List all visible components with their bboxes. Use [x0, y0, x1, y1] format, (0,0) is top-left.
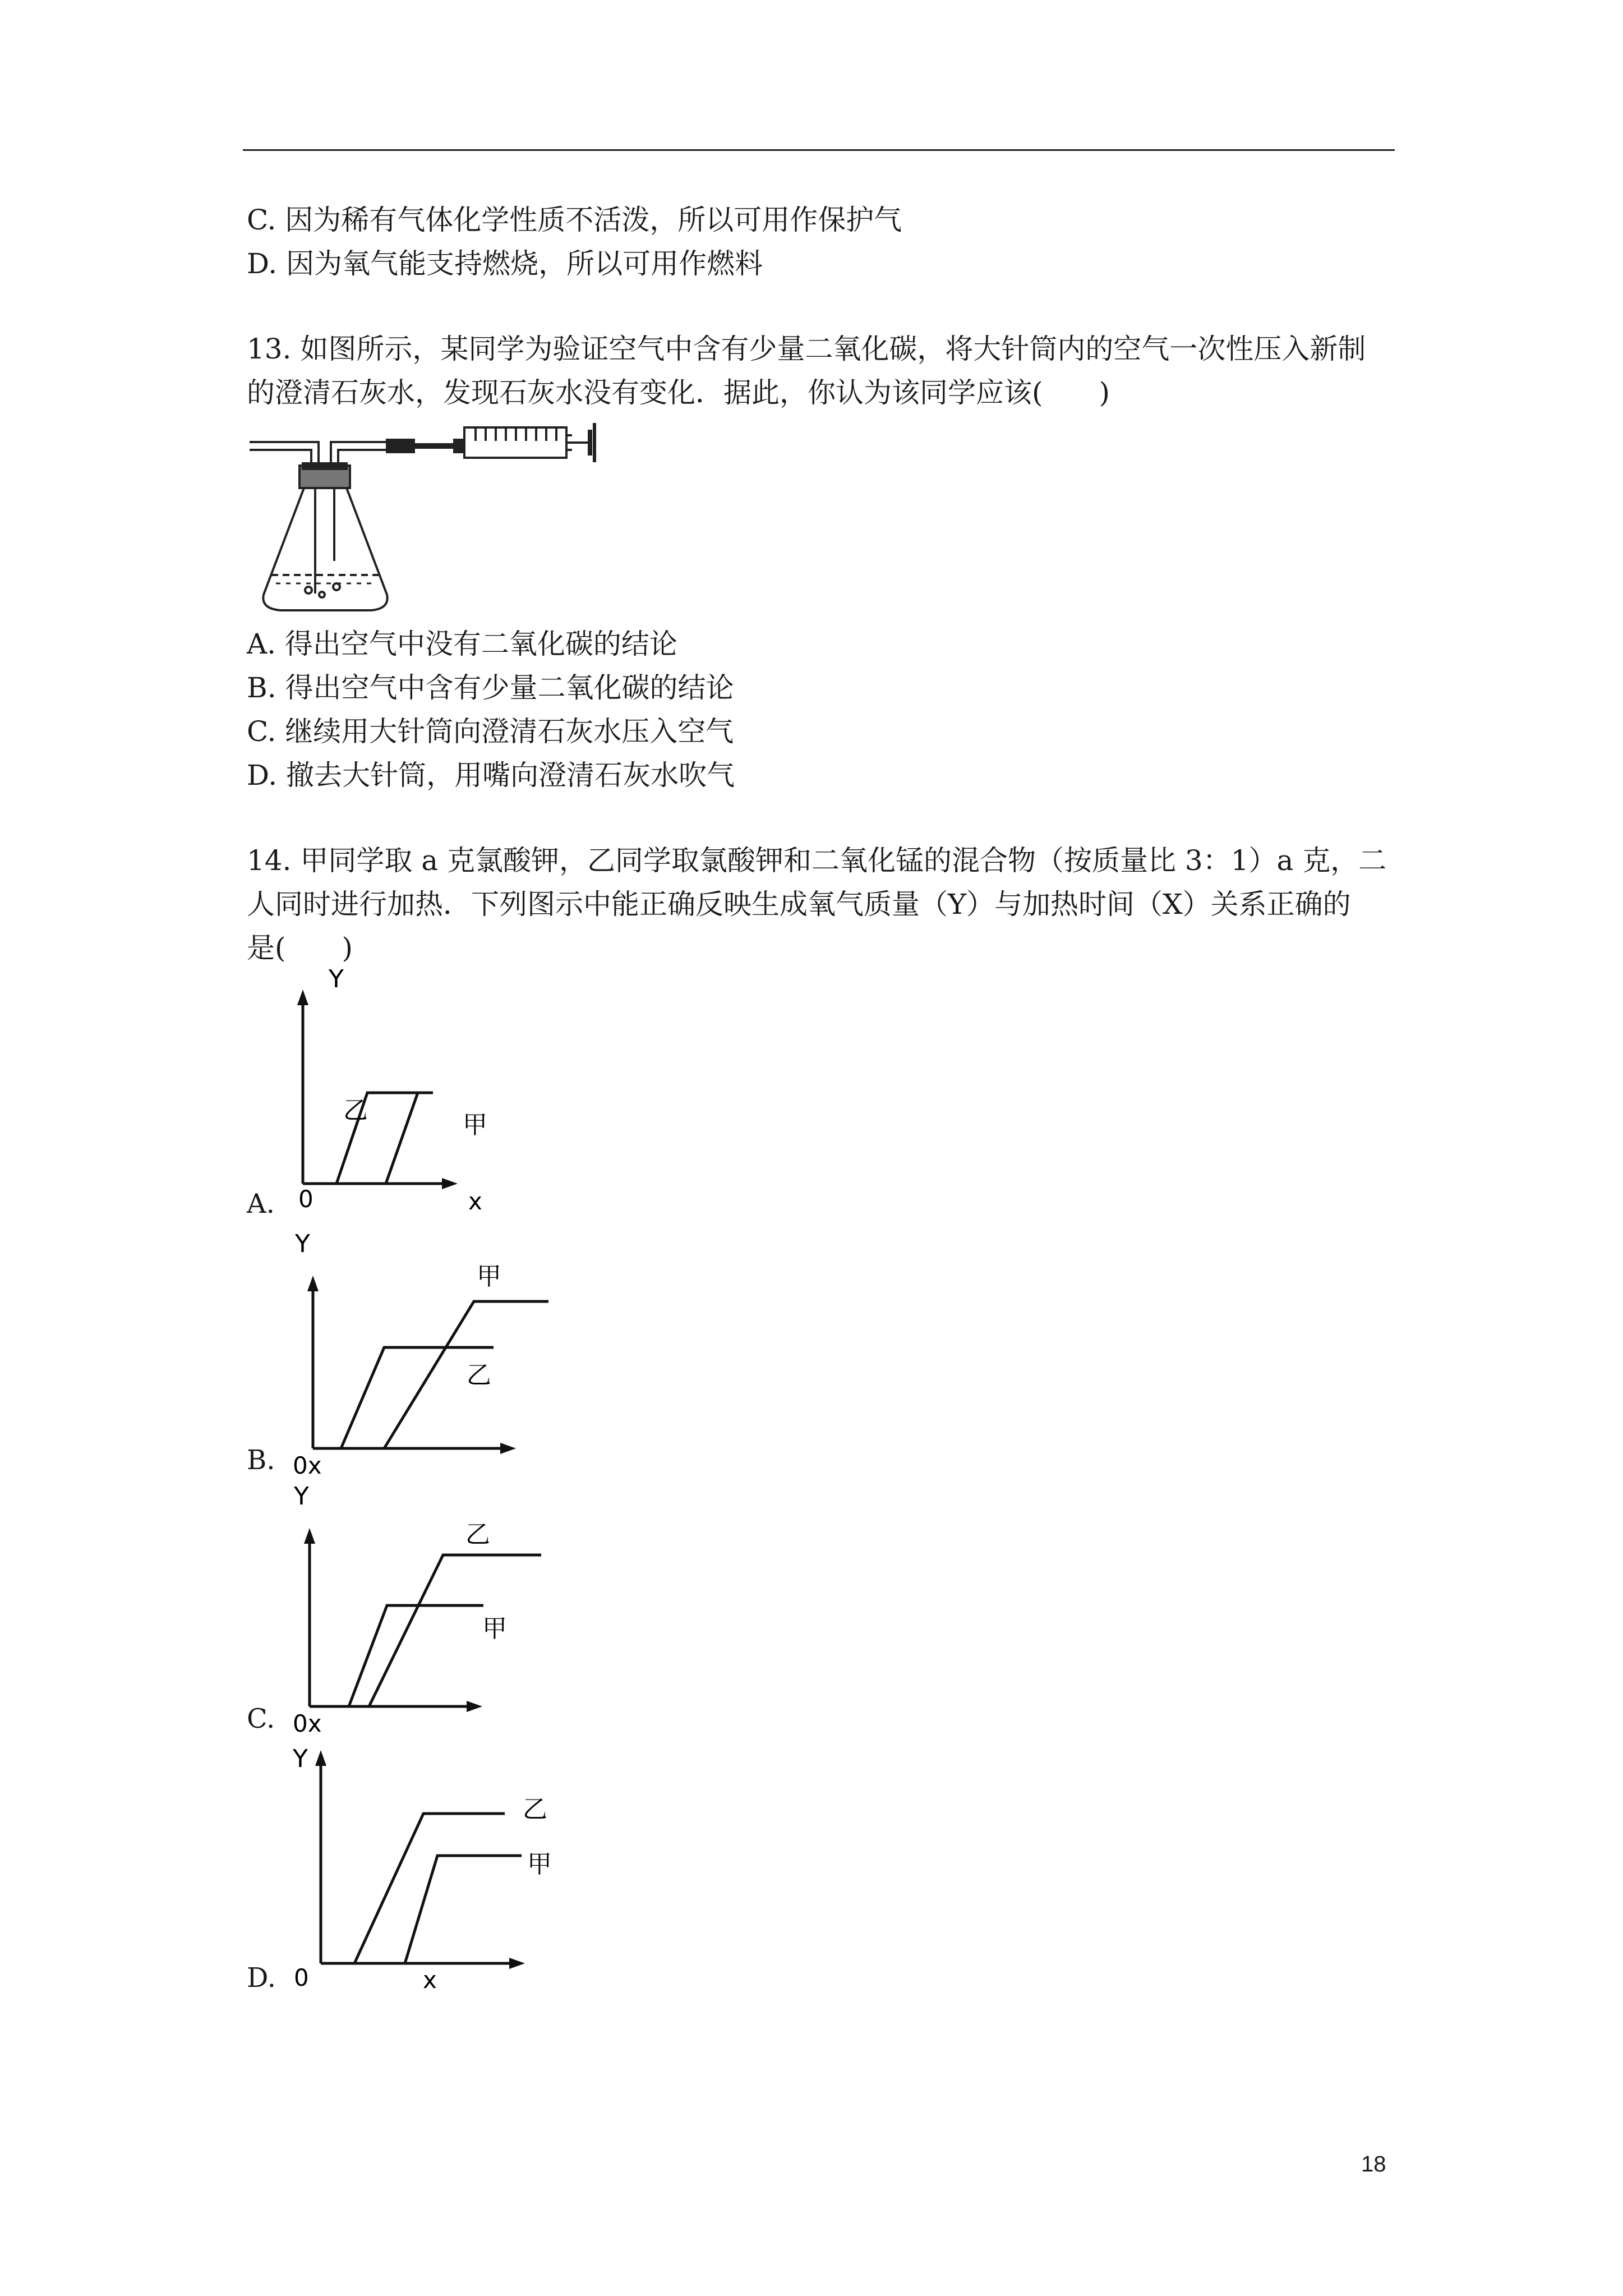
graph-c-series-yi: 乙 — [465, 1520, 490, 1549]
graph-c-label: C. — [247, 1703, 275, 1734]
graph-d-y-label: Y — [293, 1745, 308, 1773]
graph-a-x-label: x — [468, 1188, 482, 1215]
page-number: 18 — [1361, 2152, 1386, 2177]
graph-b-series-jia: 甲 — [477, 1262, 501, 1291]
prev-option-d: D. 因为氧气能支持燃烧，所以可用作燃料 — [247, 247, 763, 280]
graph-c-y-label: Y — [294, 1482, 309, 1511]
graph-d-label: D. — [247, 1962, 276, 1994]
q13-stem-line2: 的澄清石灰水，发现石灰水没有变化．据此，你认为该同学应该( ) — [247, 376, 1110, 409]
apparatus-figure — [247, 415, 617, 623]
graph-a-label: A. — [247, 1188, 275, 1220]
graph-a-origin: 0 — [298, 1185, 313, 1213]
graph-a-y-label: Y — [329, 965, 344, 993]
graph-a-series-jia: 甲 — [463, 1111, 487, 1139]
graph-d-origin: 0 — [294, 1964, 309, 1991]
graph-d-x-label: x — [423, 1966, 437, 1994]
graph-b-y-label: Y — [295, 1230, 310, 1258]
q13-stem-line1: 13. 如图所示，某同学为验证空气中含有少量二氧化碳，将大针筒内的空气一次性压入新制 — [247, 333, 1366, 365]
prev-option-c: C. 因为稀有气体化学性质不活泼，所以可用作保护气 — [247, 204, 902, 236]
graph-b — [280, 1223, 572, 1481]
graph-b-label: B. — [247, 1444, 275, 1476]
graph-d-series-jia: 甲 — [527, 1850, 552, 1879]
q13-option-d: D. 撤去大针筒，用嘴向澄清石灰水吹气 — [247, 759, 735, 792]
graph-d — [280, 1739, 572, 1997]
graph-c-origin: 0x — [293, 1710, 322, 1737]
graph-a — [280, 965, 561, 1228]
q14-stem-line3: 是( ) — [247, 932, 353, 964]
q13-option-a: A. 得出空气中没有二氧化碳的结论 — [247, 628, 677, 660]
graph-d-series-yi: 乙 — [523, 1795, 547, 1824]
header-rule — [243, 149, 1395, 151]
graph-b-series-yi: 乙 — [467, 1361, 491, 1389]
graph-c — [280, 1481, 572, 1739]
graph-a-series-yi: 乙 — [343, 1096, 368, 1125]
q13-option-c: C. 继续用大针筒向澄清石灰水压入空气 — [247, 715, 734, 748]
q14-stem-line1: 14. 甲同学取 a 克氯酸钾，乙同学取氯酸钾和二氧化锰的混合物（按质量比 3：1）a 克，二 — [247, 844, 1387, 877]
q14-stem-line2: 人同时进行加热．下列图示中能正确反映生成氧气质量（Y）与加热时间（X）关系正确的 — [247, 888, 1351, 921]
q13-option-b: B. 得出空气中含有少量二氧化碳的结论 — [247, 671, 734, 704]
graph-b-origin: 0x — [293, 1452, 322, 1479]
graph-c-series-jia: 甲 — [482, 1614, 507, 1643]
